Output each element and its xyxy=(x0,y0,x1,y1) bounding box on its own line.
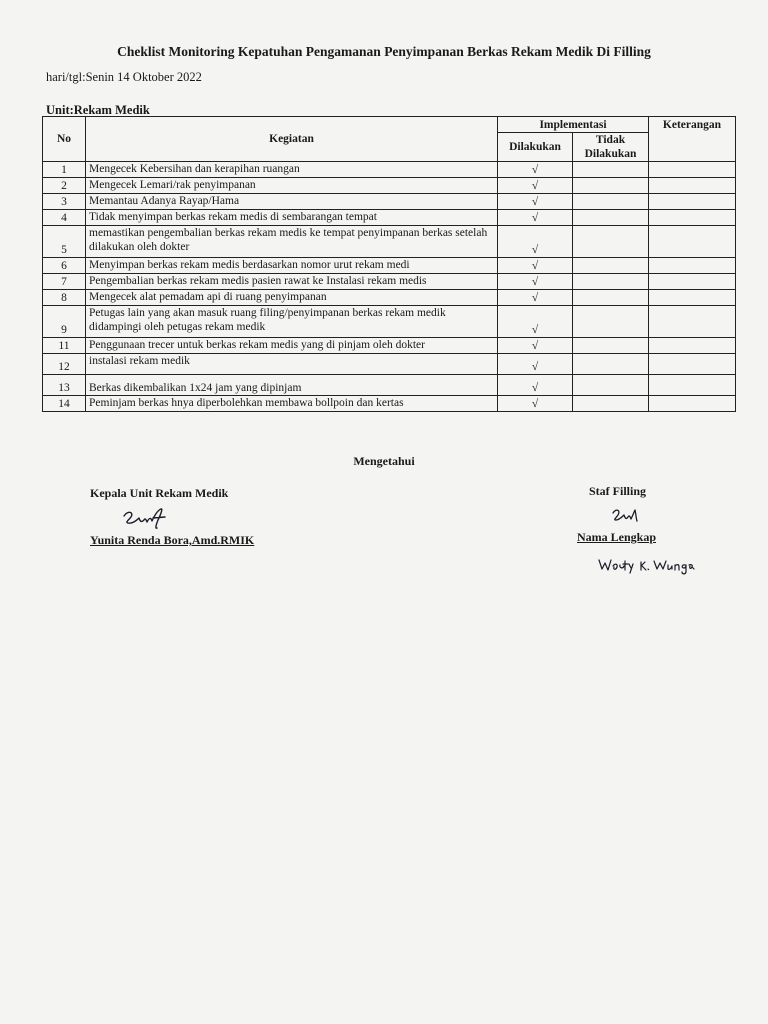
table-row xyxy=(43,258,736,274)
row-dilakukan-check: √ xyxy=(498,162,573,178)
document-title: Cheklist Monitoring Kepatuhan Pengamanan Penyimpanan Berkas Rekam Medik Di Filling xyxy=(117,44,651,59)
row-keterangan xyxy=(649,306,736,338)
header-dilakukan: Dilakukan xyxy=(498,133,573,162)
row-keterangan xyxy=(649,354,736,375)
row-kegiatan: Memantau Adanya Rayap/Hama xyxy=(86,194,498,210)
table-row xyxy=(43,274,736,290)
mengetahui-label: Mengetahui xyxy=(353,454,415,468)
row-no: 12 xyxy=(43,354,86,375)
row-tidak-dilakukan xyxy=(573,375,649,396)
left-signature-scribble xyxy=(120,506,180,532)
row-keterangan xyxy=(649,226,736,258)
row-tidak-dilakukan xyxy=(573,210,649,226)
table-row xyxy=(43,178,736,194)
row-no: 13 xyxy=(43,375,86,396)
row-dilakukan-check: √ xyxy=(498,274,573,290)
row-keterangan xyxy=(649,338,736,354)
row-tidak-dilakukan xyxy=(573,274,649,290)
row-keterangan xyxy=(649,274,736,290)
table-row xyxy=(43,354,736,375)
row-kegiatan: Menyimpan berkas rekam medis berdasarkan nomor urut rekam medi xyxy=(86,258,498,274)
row-tidak-dilakukan xyxy=(573,178,649,194)
row-no: 5 xyxy=(43,226,86,258)
row-no: 11 xyxy=(43,338,86,354)
row-dilakukan-check: √ xyxy=(498,338,573,354)
table-row xyxy=(43,226,736,258)
table-row xyxy=(43,194,736,210)
row-tidak-dilakukan xyxy=(573,290,649,306)
right-signature-scribble xyxy=(610,506,644,526)
row-keterangan xyxy=(649,162,736,178)
table-row xyxy=(43,306,736,338)
row-dilakukan-check: √ xyxy=(498,210,573,226)
row-tidak-dilakukan xyxy=(573,354,649,375)
row-kegiatan: memastikan pengembalian berkas rekam medis ke tempat penyimpanan berkas setelah dilakukan oleh dokter xyxy=(86,226,498,258)
row-dilakukan-check: √ xyxy=(498,258,573,274)
row-kegiatan: instalasi rekam medik xyxy=(86,354,498,375)
row-tidak-dilakukan xyxy=(573,258,649,274)
left-signatory-title: Kepala Unit Rekam Medik xyxy=(90,486,229,500)
row-no: 4 xyxy=(43,210,86,226)
row-no: 6 xyxy=(43,258,86,274)
row-dilakukan-check: √ xyxy=(498,290,573,306)
header-no: No xyxy=(43,117,86,162)
table-row xyxy=(43,290,736,306)
row-tidak-dilakukan xyxy=(573,162,649,178)
row-dilakukan-check: √ xyxy=(498,178,573,194)
row-kegiatan: Peminjam berkas hnya diperbolehkan membawa bollpoin dan kertas xyxy=(86,396,498,412)
table-row xyxy=(43,162,736,178)
right-handwritten-name xyxy=(596,554,696,576)
row-keterangan xyxy=(649,194,736,210)
row-no: 9 xyxy=(43,306,86,338)
row-keterangan xyxy=(649,375,736,396)
row-keterangan xyxy=(649,396,736,412)
row-no: 7 xyxy=(43,274,86,290)
header-tidak-dilakukan xyxy=(573,133,649,162)
row-dilakukan-check: √ xyxy=(498,354,573,375)
row-no: 1 xyxy=(43,162,86,178)
row-keterangan xyxy=(649,258,736,274)
row-kegiatan: Tidak menyimpan berkas rekam medis di sembarangan tempat xyxy=(86,210,498,226)
row-dilakukan-check: √ xyxy=(498,375,573,396)
row-no: 8 xyxy=(43,290,86,306)
row-keterangan xyxy=(649,290,736,306)
row-keterangan xyxy=(649,210,736,226)
row-tidak-dilakukan xyxy=(573,226,649,258)
row-keterangan xyxy=(649,178,736,194)
table-row xyxy=(43,396,736,412)
row-kegiatan: Mengecek alat pemadam api di ruang penyimpanan xyxy=(86,290,498,306)
row-kegiatan: Mengecek Lemari/rak penyimpanan xyxy=(86,178,498,194)
row-no: 14 xyxy=(43,396,86,412)
table-row xyxy=(43,210,736,226)
date-line: hari/tgl:Senin 14 Oktober 2022 xyxy=(46,70,202,84)
header-keterangan: Keterangan xyxy=(649,117,736,162)
right-signatory-name: Nama Lengkap xyxy=(577,530,657,544)
checklist-table xyxy=(42,116,736,412)
row-dilakukan-check: √ xyxy=(498,194,573,210)
row-kegiatan: Mengecek Kebersihan dan kerapihan ruangan xyxy=(86,162,498,178)
row-no: 3 xyxy=(43,194,86,210)
row-dilakukan-check: √ xyxy=(498,396,573,412)
row-kegiatan: Berkas dikembalikan 1x24 jam yang dipinjam xyxy=(86,375,498,396)
row-dilakukan-check: √ xyxy=(498,306,573,338)
row-dilakukan-check: √ xyxy=(498,226,573,258)
header-tidak-dilakukan-line2: Dilakukan xyxy=(584,148,637,160)
header-kegiatan: Kegiatan xyxy=(86,117,498,162)
unit-line: Unit:Rekam Medik xyxy=(46,103,150,117)
row-tidak-dilakukan xyxy=(573,396,649,412)
row-kegiatan: Pengembalian berkas rekam medis pasien rawat ke Instalasi rekam medis xyxy=(86,274,498,290)
row-no: 2 xyxy=(43,178,86,194)
table-row xyxy=(43,338,736,354)
row-kegiatan: Petugas lain yang akan masuk ruang filing/penyimpanan berkas rekam medik didampingi oleh petugas rekam medik xyxy=(86,306,498,338)
header-tidak-dilakukan-line1: Tidak xyxy=(595,134,626,146)
right-signatory-title: Staf Filling xyxy=(589,484,647,498)
table-row xyxy=(43,375,736,396)
left-signatory-name: Yunita Renda Bora,Amd.RMIK xyxy=(90,533,255,547)
row-tidak-dilakukan xyxy=(573,306,649,338)
row-tidak-dilakukan xyxy=(573,338,649,354)
row-tidak-dilakukan xyxy=(573,194,649,210)
row-kegiatan: Penggunaan trecer untuk berkas rekam medis yang di pinjam oleh dokter xyxy=(86,338,498,354)
header-implementasi: Implementasi xyxy=(498,117,649,133)
